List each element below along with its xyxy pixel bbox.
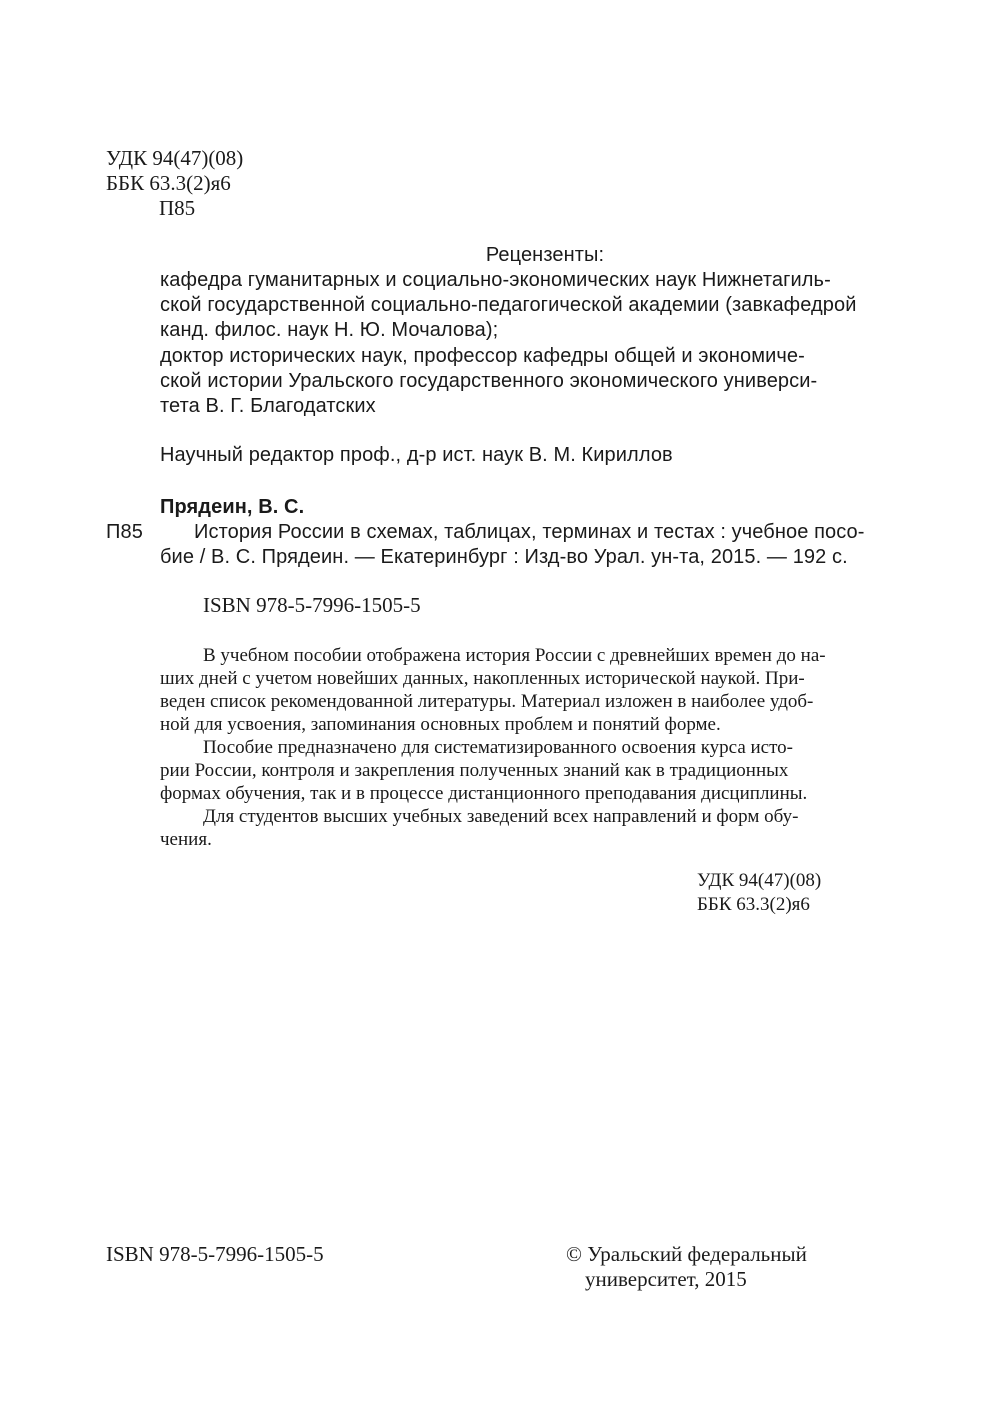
annotation-line: В учебном пособии отображена история России с древнейших времен до на- (203, 645, 826, 666)
reviewer-line: канд. филос. наук Н. Ю. Мочалова); (160, 319, 499, 341)
annotation-line: рии России, контроля и закрепления полученных знаний как в традиционных (160, 760, 789, 781)
scientific-editor: Научный редактор проф., д-р ист. наук В. М. Кириллов (160, 444, 673, 466)
annotation-line: Для студентов высших учебных заведений всех направлений и форм обу- (203, 806, 799, 827)
footer-bbk-code: ББК 63.3(2)я6 (697, 894, 810, 915)
udk-code: УДК 94(47)(08) (106, 146, 244, 170)
footer-isbn: ISBN 978-5-7996-1505-5 (106, 1242, 324, 1266)
reviewer-line: доктор исторических наук, профессор кафедры общей и экономиче- (160, 345, 805, 367)
bbk-code: ББК 63.3(2)я6 (106, 171, 231, 195)
reviewer-line: ской истории Уральского государственного экономического универси- (160, 370, 818, 392)
reviewers-heading: Рецензенты: (485, 244, 605, 266)
annotation-line: веден список рекомендованной литературы. Материал изложен в наиболее удоб- (160, 691, 814, 712)
annotation-line: ной для усвоения, запоминания основных проблем и понятий форме. (160, 714, 721, 735)
annotation-line: Пособие предназначено для систематизированного освоения курса исто- (203, 737, 793, 758)
annotation-line: формах обучения, так и в процессе дистанционного преподавания дисциплины. (160, 783, 808, 804)
reviewer-line: ской государственной социально-педагогической академии (завкафедрой (160, 294, 857, 316)
reviewer-line: тета В. Г. Благодатских (160, 395, 376, 417)
bibliography-isbn: ISBN 978-5-7996-1505-5 (203, 593, 421, 617)
annotation-line: чения. (160, 829, 212, 850)
bibliography-mark: П85 (106, 521, 143, 543)
bibliography-title-line: История России в схемах, таблицах, терминах и тестах : учебное посо- (194, 521, 865, 543)
book-author: Прядеин, В. С. (160, 496, 305, 518)
footer-udk-code: УДК 94(47)(08) (697, 870, 822, 891)
copyright-line: © Уральский федеральный (566, 1242, 807, 1266)
copyright-line: университет, 2015 (585, 1267, 747, 1291)
reviewer-line: кафедра гуманитарных и социально-экономических наук Нижнетагиль- (160, 269, 831, 291)
annotation-line: ших дней с учетом новейших данных, накопленных исторической наукой. При- (160, 668, 805, 689)
author-mark: П85 (159, 196, 196, 220)
bibliography-publisher-line: бие / В. С. Прядеин. — Екатеринбург : Изд-во Урал. ун-та, 2015. — 192 с. (160, 546, 848, 568)
